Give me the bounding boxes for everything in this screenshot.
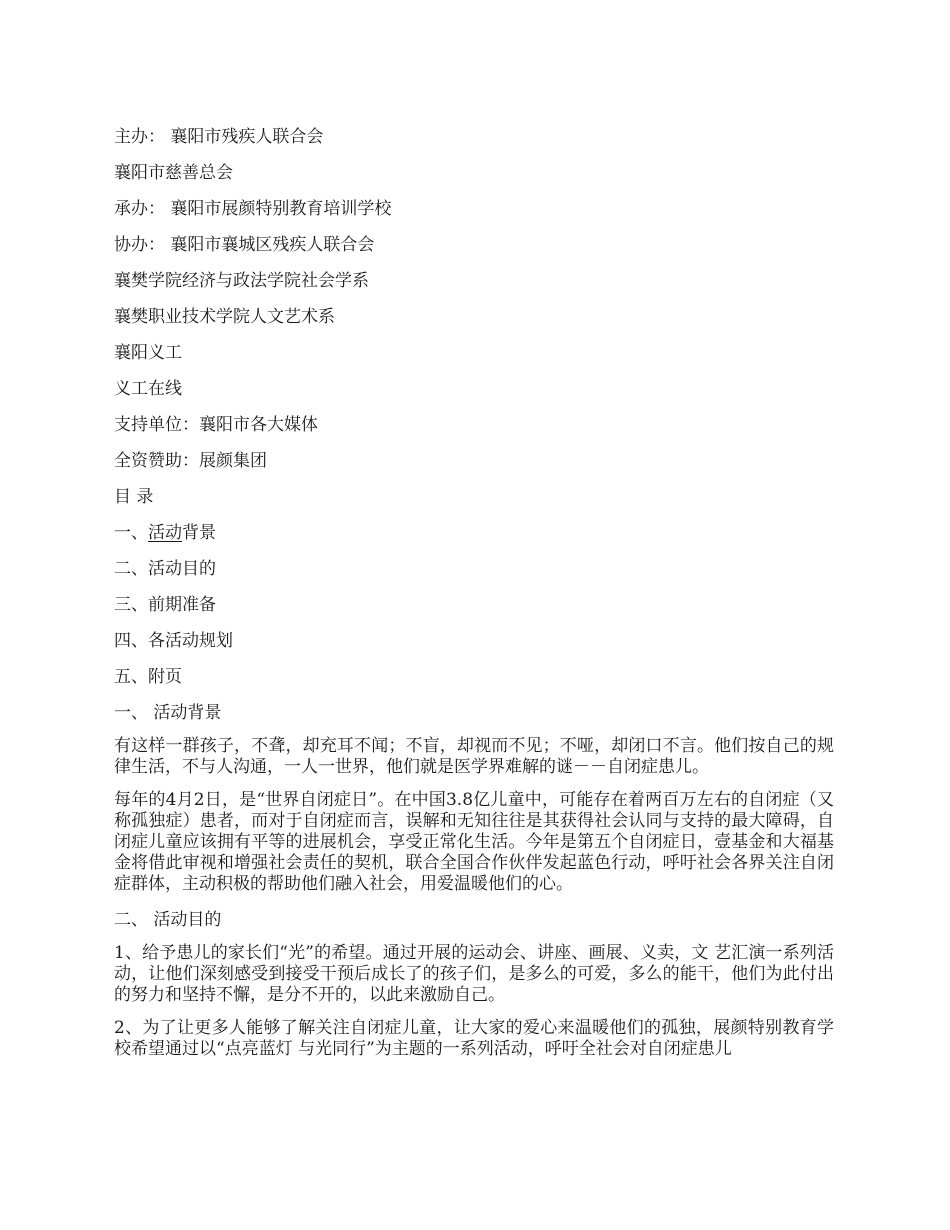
toc-item-1-rest: 背景: [182, 523, 216, 543]
organizer-co-4: 襄阳义工: [114, 343, 182, 363]
organizer-support: 支持单位：襄阳市各大媒体: [114, 415, 318, 435]
document-body: [114, 124, 834, 1072]
section-2-heading: 二、 活动目的: [114, 910, 222, 930]
section-1-heading: 一、 活动背景: [114, 703, 222, 723]
organizer-sponsor: 全资赞助：展颜集团: [114, 451, 267, 471]
organizer-co-1: 协办： 襄阳市襄城区残疾人联合会: [114, 235, 375, 255]
organizer-host-1: 主办： 襄阳市残疾人联合会: [114, 127, 324, 147]
section-1-paragraph-2: 每年的4月2日，是“世界自闭症日”。在中国3.8亿儿童中，可能存在着两百万左右的自闭症（又称孤独症）患者，而对于自闭症而言，误解和无知往往是其获得社会认同与支持的最大障碍，自闭症儿童应该拥有平等的进展机会，享受正常化生活。今年是第五个自闭症日，壹基金和大福基金将借此审视和增强社会责任的契机，联合全国合作伙伴发起蓝色行动，呼吁社会各界关注自闭症群体，主动积极的帮助他们融入社会，用爱温暖他们的心。: [114, 790, 834, 894]
organizer-co-5: 义工在线: [114, 379, 182, 399]
toc-item-5: 五、附页: [114, 667, 182, 687]
section-2-paragraph-2: 2、为了让更多人能够了解关注自闭症儿童，让大家的爱心来温暖他们的孤独，展颜特别教育学校希望通过以“点亮蓝灯 与光同行”为主题的一系列活动，呼吁全社会对自闭症患儿: [114, 1018, 834, 1059]
organizer-co-3: 襄樊职业技术学院人文艺术系: [114, 307, 335, 327]
toc-item-4: 四、各活动规划: [114, 631, 233, 651]
toc-item-1-prefix: 一、: [114, 523, 148, 543]
organizer-undertaker: 承办： 襄阳市展颜特别教育培训学校: [114, 199, 392, 219]
toc-item-1-link[interactable]: 活动: [148, 523, 182, 543]
toc-item-2: 二、活动目的: [114, 559, 216, 579]
section-2-paragraph-1: 1、给予患儿的家长们“光”的希望。通过开展的运动会、讲座、画展、义卖，文 艺汇演一系列活动，让他们深刻感受到接受干预后成长了的孩子们，是多么的可爱，多么的能干，他们为此付出的努力和坚持不懈，是分不开的，以此来激励自己。: [114, 943, 834, 1005]
toc-item-1[interactable]: [114, 520, 834, 546]
section-1-paragraph-1: 有这样一群孩子，不聋，却充耳不闻；不盲，却视而不见；不哑，却闭口不言。他们按自己的规律生活，不与人沟通，一人一世界，他们就是医学界难解的谜－－自闭症患儿。: [114, 736, 834, 777]
toc-title: 目 录: [114, 487, 154, 507]
toc-item-3: 三、前期准备: [114, 595, 216, 615]
organizer-host-2: 襄阳市慈善总会: [114, 163, 233, 183]
organizer-co-2: 襄樊学院经济与政法学院社会学系: [114, 271, 369, 291]
